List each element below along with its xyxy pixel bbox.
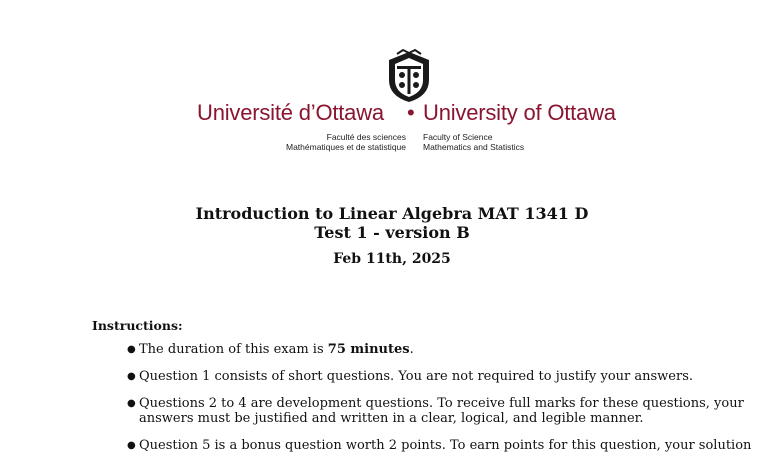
list-item: [127, 369, 737, 384]
faculty-fr-line2: Mathématiques et de statistique: [285, 142, 406, 152]
faculty-en-line2: Mathematics and Statistics: [423, 142, 525, 152]
university-name-fr: Université d’Ottawa: [197, 100, 384, 125]
test-version: Test 1 - version B: [314, 223, 470, 242]
instruction-duration: 75 minutes: [327, 342, 410, 357]
list-item: [127, 438, 752, 453]
instruction-text-end: .: [409, 342, 414, 357]
instruction-text-line2: answers must be justified and written in a clear, logical, and legible manner.: [139, 411, 644, 426]
bullet-icon: ●: [127, 440, 136, 451]
name-separator: •: [407, 100, 415, 125]
university-header: [193, 46, 643, 158]
instruction-text: Question 1 consists of short questions. You are not required to justify your answers.: [139, 369, 694, 384]
instruction-text: Question 5 is a bonus question worth 2 points. To earn points for this question, your solution: [139, 438, 752, 453]
list-item: [127, 396, 744, 426]
instructions-heading: Instructions:: [92, 318, 183, 333]
university-name-en: University of Ottawa: [423, 100, 616, 125]
faculty-en-line1: Faculty of Science: [423, 132, 493, 142]
university-crest-icon: [383, 50, 435, 104]
bullet-icon: ●: [127, 398, 136, 409]
bullet-icon: ●: [127, 344, 136, 355]
faculty-fr-line1: Faculté des sciences: [326, 132, 406, 142]
university-name: [193, 100, 643, 130]
instructions-list: [127, 342, 752, 465]
bullet-icon: ●: [127, 371, 136, 382]
instruction-text: The duration of this exam is: [139, 342, 328, 357]
faculty-en: [423, 132, 524, 152]
exam-date: Feb 11th, 2025: [333, 251, 451, 267]
instruction-text-line1: Questions 2 to 4 are development questions. To receive full marks for these questions, your: [139, 396, 744, 411]
course-title: Introduction to Linear Algebra MAT 1341 D: [195, 204, 589, 223]
faculty-fr: [286, 132, 406, 152]
list-item: [127, 342, 737, 357]
